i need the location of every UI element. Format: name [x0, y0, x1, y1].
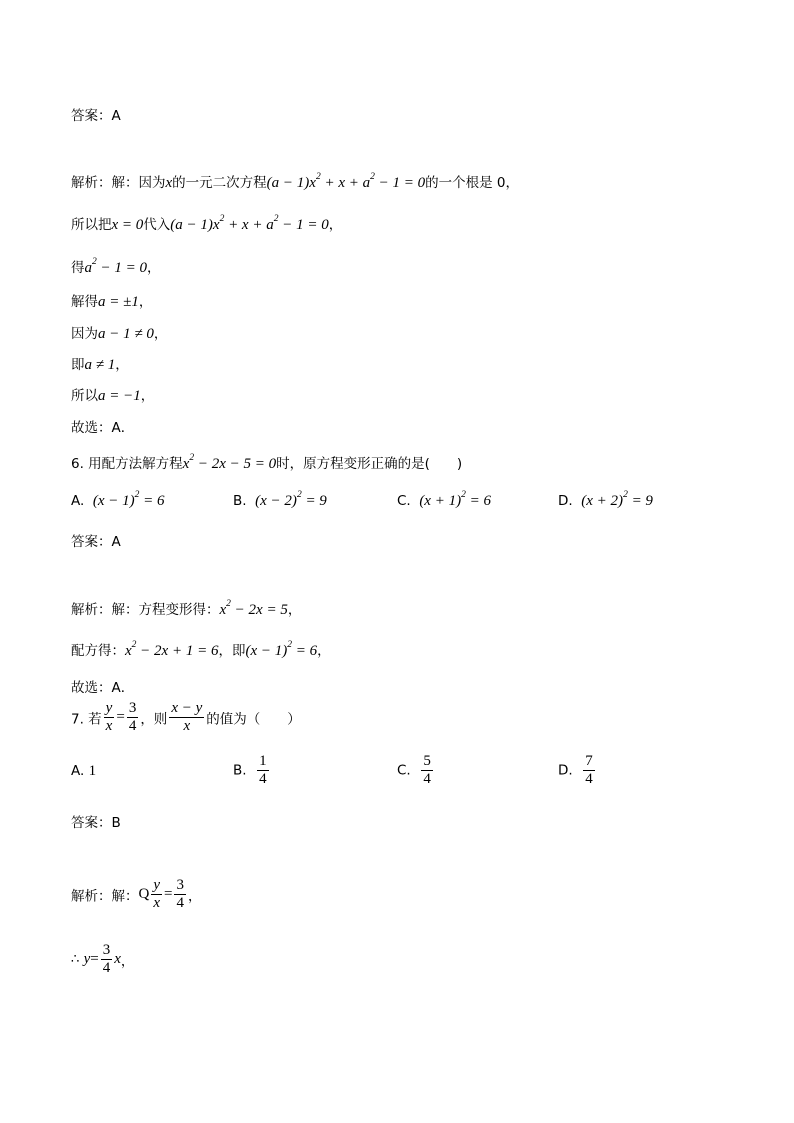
q5-tail1: 的一个根是 0， [425, 175, 519, 191]
q5-mid1: 的一元二次方程 [172, 175, 267, 191]
q6-option-b: B. $(x - 2)^2 = 9$ [233, 490, 327, 509]
q6-option-a: A. $(x - 1)^2 = 6$ [71, 490, 165, 509]
q5-answer: 答案：A [71, 108, 121, 124]
q6-conclusion: 故选：A． [71, 680, 135, 696]
q7-frac-3-over-4: $\frac{3}{4}$ [128, 700, 137, 734]
q5-equation: $(a - 1)x^2 + x + a^2 - 1 = 0$ [266, 172, 426, 191]
q6-stem: 6. 用配方法解方程$x^2 - 2x - 5 = 0$时，原方程变形正确的是( ) [71, 453, 463, 472]
q5-line2-equation: $(a - 1)x^2 + x + a^2 - 1 = 0$ [170, 214, 329, 233]
q5-conclusion: 故选：A． [71, 420, 135, 436]
q5-comma: ， [328, 217, 343, 233]
q6-option-c: C. $(x + 1)^2 = 6$ [397, 490, 491, 509]
q5-line3-eq: $a^2 - 1 = 0$ [84, 257, 147, 276]
q7-analysis-line-2: ∴ y= $\frac{3}{4}$ x， [71, 942, 135, 976]
q6-analysis-line-2: 配方得：$x^2 - 2x + 1 = 6$，即$(x - 1)^2 = 6$， [71, 640, 331, 659]
q5-var-x: x [165, 175, 173, 191]
q5-analysis-line-7: 所以a = −1， [71, 388, 155, 404]
q7-option-c: C. $\frac{5}{4}$ [397, 753, 431, 787]
q7-answer: 答案：B [71, 815, 121, 831]
q7-option-b: B. $\frac{1}{4}$ [233, 753, 267, 787]
q5-analysis-line-5: 因为a − 1 ≠ 0， [71, 326, 168, 342]
q7-analysis-line-1: 解析：解：Q $\frac{y}{x}$ = $\frac{3}{4}$ ， [71, 877, 202, 911]
q7-frac-y-over-x: $\frac{y}{x}$ [105, 700, 113, 734]
q5-analysis-line-6: 即a ≠ 1， [71, 357, 129, 373]
q7-option-a: A. 1 [71, 763, 97, 779]
q5-analysis-line-3: 得$a^2 - 1 = 0$， [71, 257, 161, 276]
q5-line2-eq: x = 0 [111, 217, 144, 233]
q5-analysis-line-1 [71, 171, 519, 192]
q5-line2-lead: 所以把 [71, 217, 112, 233]
q6-analysis-line-1: 解析：解：方程变形得：$x^2 - 2x = 5$， [71, 599, 302, 618]
q5-analysis-line-2 [71, 213, 342, 234]
q7-frac-x-minus-y-over-x: $\frac{x - y}{x}$ [171, 700, 203, 734]
q6-stem-equation: $x^2 - 2x - 5 = 0$ [182, 453, 277, 472]
q5-analysis-line-4: 解得a = ±1， [71, 294, 153, 310]
q6-option-d: D. $(x + 2)^2 = 9$ [558, 490, 653, 509]
q7-option-d: D. $\frac{7}{4}$ [558, 753, 593, 787]
q5-line2-mid: 代入 [143, 217, 171, 233]
because-symbol: Q [138, 886, 150, 902]
q7-stem: 7. 若 $\frac{y}{x}$ = $\frac{3}{4}$ ，则 $\frac{x - y}{x}$ 的值为（ ） [71, 700, 301, 734]
q5-analysis-lead: 解析：解：因为 [71, 175, 166, 191]
therefore-symbol: ∴ [71, 952, 80, 967]
q6-answer: 答案：A [71, 534, 121, 550]
